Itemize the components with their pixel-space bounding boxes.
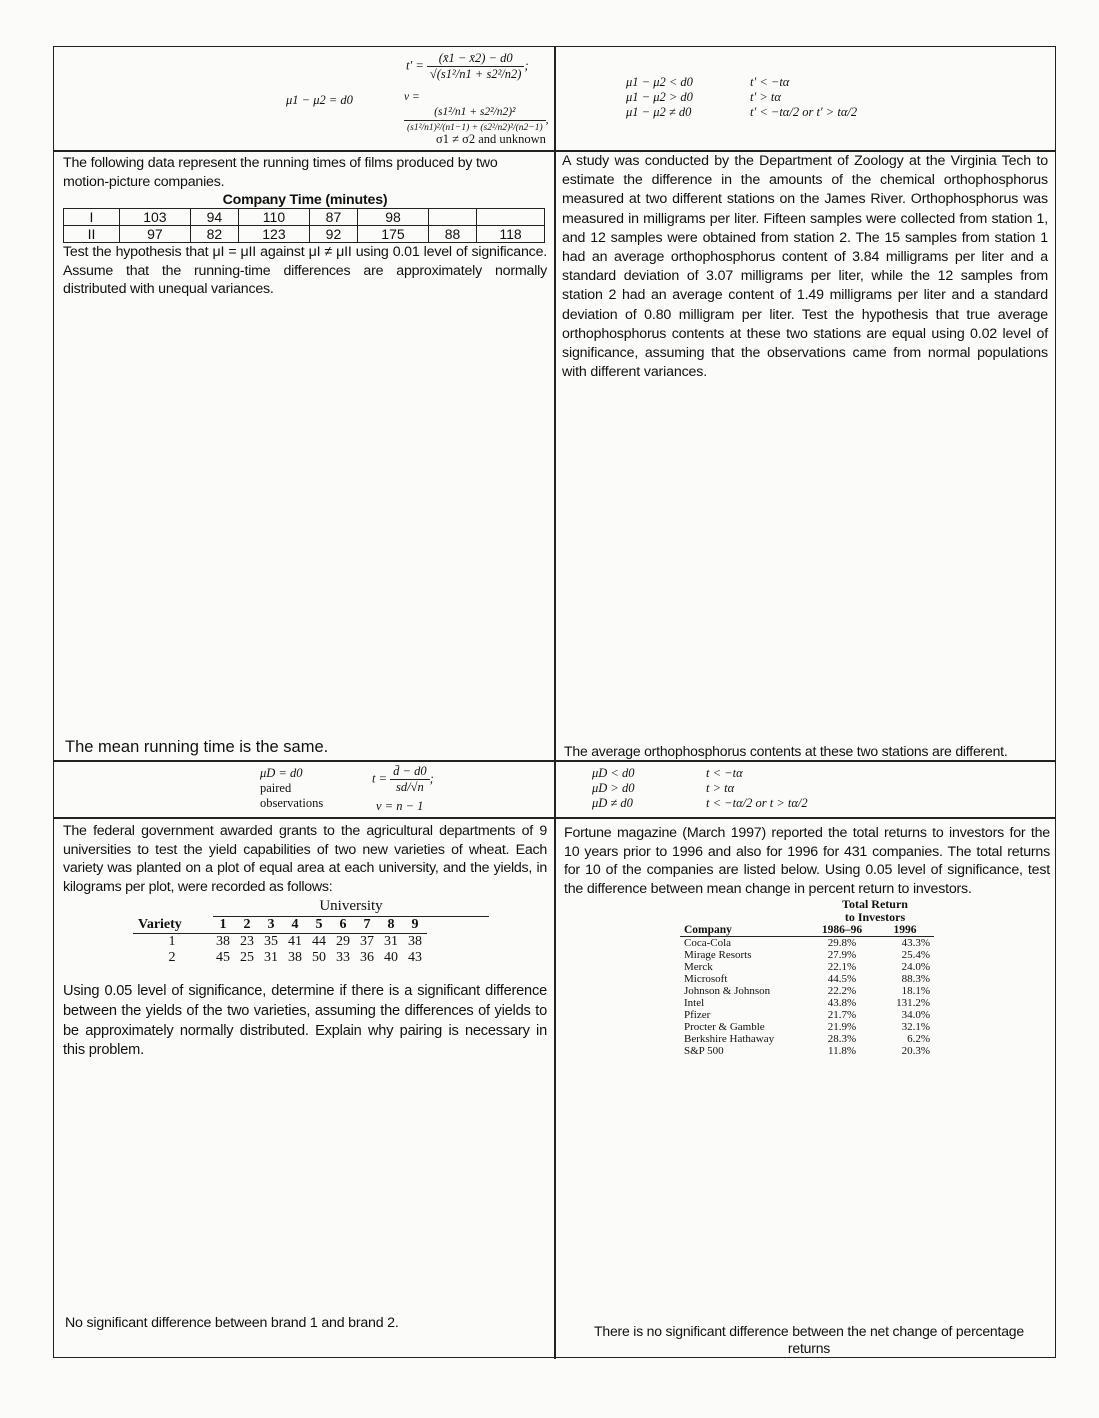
problem-3 (63, 822, 547, 1122)
paired-t-statistic: t = $\frac{d̄ - d0}{sd/√n}$ ; (372, 764, 434, 794)
return-1986-96-cell: 21.7% (827, 1009, 857, 1022)
return-1996-cell: 6.2% (907, 1033, 930, 1046)
return-1996-cell: 18.1% (901, 985, 930, 998)
return-1986-96-cell: 22.1% (827, 961, 857, 974)
return-1996-cell: 43.3% (901, 937, 930, 950)
return-1986-96-cell: 21.9% (827, 1021, 857, 1034)
problem-4-answer: There is no significant difference between the net change of percentage returns (594, 1323, 1024, 1356)
return-1996-cell: 24.0% (901, 961, 930, 974)
table-row (680, 1009, 934, 1021)
problem-1-question: Test the hypothesis that μI = μII against μI ≠ μII using 0.01 level of significance. Assume that the running-time differences are approximately normally distributed with unequal variances. (63, 244, 547, 298)
alternative-hypotheses: μ1 − μ2 < d0 μ1 − μ2 > d0 μ1 − μ2 ≠ d0 (626, 75, 693, 119)
return-1996-cell: 88.3% (901, 973, 930, 986)
return-1986-96-cell: 44.5% (827, 973, 857, 986)
company-cell: Johnson & Johnson (684, 985, 771, 998)
table-row: 2 45 25 31 38 50 33 36 40 43 (168, 950, 422, 966)
return-1986-96-cell: 27.9% (827, 949, 857, 962)
company-time-table (63, 208, 545, 243)
formula-unequal-right (554, 47, 1056, 150)
problem-1 (63, 154, 547, 754)
table-row (680, 961, 934, 973)
return-1996-cell: 25.4% (901, 949, 930, 962)
company-cell: Berkshire Hathaway (684, 1033, 775, 1046)
company-cell: Procter & Gamble (684, 1021, 765, 1034)
company-cell: Pfizer (684, 1009, 711, 1022)
table-row: 1 38 23 35 41 44 29 37 31 38 (168, 934, 422, 950)
table-row (680, 949, 934, 961)
company-cell: S&P 500 (684, 1045, 724, 1058)
worksheet-frame (53, 46, 1056, 1358)
return-1996-cell: 131.2% (896, 997, 930, 1010)
table-row (680, 973, 934, 985)
university-header: University (213, 898, 489, 917)
company-time-title: Company Time (minutes) (222, 192, 388, 209)
returns-table-wrap (680, 898, 1050, 1057)
paired-dof: v = n − 1 (376, 799, 424, 813)
paired-alternatives: μD < d0 μD > d0 μD ≠ d0 (592, 766, 635, 810)
table-row (680, 937, 934, 949)
university-table (133, 917, 427, 966)
return-1996-cell: 32.1% (901, 1021, 930, 1034)
table-row (680, 1021, 934, 1033)
null-hypothesis: μ1 − μ2 = d0 (286, 93, 353, 107)
problem-1-answer: The mean running time is the same. (65, 738, 329, 756)
company-cell: Mirage Resorts (684, 949, 752, 962)
variance-condition: σ1 ≠ σ2 and unknown (436, 132, 546, 146)
return-1986-96-cell: 28.3% (827, 1033, 857, 1046)
problem-2-answer: The average orthophosphorus contents at these two stations are different. (564, 743, 1008, 759)
paired-critical-regions: t < −tα t > tα t < −tα/2 or t > tα/2 (706, 766, 808, 810)
problem-3-question: Using 0.05 level of significance, determine if there is a significant difference between the yields of the two varieties, assuming the differences of yields to be approximately normally distributed. Explain why pairing is necessary in this problem. (63, 983, 547, 1059)
return-1986-96-cell: 29.8% (827, 937, 857, 950)
problem-3-intro: The federal government awarded grants to the agricultural departments of 9 universities to test the yield capabilities of two new varieties of wheat. Each variety was planted on a plot of equal area at each university, and the yields, in kilograms per plot, were recorded as follows: (63, 823, 547, 895)
return-1996-cell: 34.0% (901, 1009, 930, 1022)
formula-unequal-left (54, 47, 554, 150)
formula-paired-left (54, 762, 554, 817)
problem-2 (562, 152, 1048, 442)
company-cell: Merck (684, 961, 713, 974)
university-table-wrap (133, 898, 547, 966)
company-cell: Coca-Cola (684, 937, 732, 950)
return-1986-96-cell: 11.8% (827, 1045, 856, 1058)
problem-4 (564, 824, 1050, 1144)
critical-regions: t′ < −tα t′ > tα t′ < −tα/2 or t′ > tα/2 (750, 75, 858, 119)
table-row: Company 1986–96 1996 (680, 924, 934, 937)
table-row (680, 1033, 934, 1045)
returns-table (680, 924, 934, 937)
problem-1-intro: The following data represent the running times of films produced by two motion-picture companies. (63, 155, 498, 190)
company-cell: Microsoft (684, 973, 728, 986)
problem-3-answer: No significant difference between brand 1 and brand 2. (65, 1315, 399, 1331)
table-row (680, 985, 934, 997)
returns-header: Total Return to Investors (842, 897, 908, 925)
return-1986-96-cell: 22.2% (827, 985, 857, 998)
problem-2-text: A study was conducted by the Department of Zoology at the Virginia Tech to estimate the difference in the amounts of the chemical orthophosphorus measured at two different stations on the James River. Orthophosphorus was measured in milligrams per liter. Fifteen samples were collected from station 1, and 12 samples were obtained from station 2. The 15 samples from station 1 had an average orthophosphorus content of 3.84 milligrams per liter and a standard deviation of 3.07 milligrams per liter, while the 12 samples from station 2 had an average content of 1.49 milligrams per liter and a standard deviation of 0.80 milligram per liter. Test the hypothesis that true average orthophosphorus contents at these two stations are equal using 0.02 level of significance, assuming that the observations came from normal populations with different variances. (562, 153, 1048, 381)
table-row: Variety 1 2 3 4 5 6 7 8 9 (133, 917, 427, 934)
paired-condition: μD = d0 paired observations (260, 766, 324, 810)
company-cell: Intel (684, 997, 705, 1010)
return-1996-cell: 20.3% (901, 1045, 930, 1058)
table-row: I 103 94 110 87 98 (64, 209, 545, 226)
column-divider (554, 47, 556, 1359)
degrees-of-freedom: v = $\frac{\text{(s1²/n1 + s2²/n2)²}}{\text{(s1²/n1)²/(n1−1) + (s2²/n2)²/(n2−1)}}$ , (404, 91, 549, 133)
returns-table-body (680, 937, 934, 1057)
table-row (680, 997, 934, 1009)
formula-paired-right (554, 762, 1056, 817)
table-row (680, 1045, 934, 1057)
table-row: II 97 82 123 92 175 88 118 (64, 226, 545, 243)
problem-4-intro: Fortune magazine (March 1997) reported the total returns to investors for the 10 years prior to 1996 and also for 1996 for 431 companies. The total returns for 10 of the companies are listed below. Using 0.05 level of significance, test the difference between mean change in percent return to investors. (564, 825, 1050, 897)
row-divider (54, 817, 1056, 819)
return-1986-96-cell: 43.8% (827, 997, 857, 1010)
t-statistic: t′ = $\frac{(x̄1 - x̄2) - d0}{\text{√(s1²/n1 + s2²/n2)}}$ ; (406, 51, 529, 81)
